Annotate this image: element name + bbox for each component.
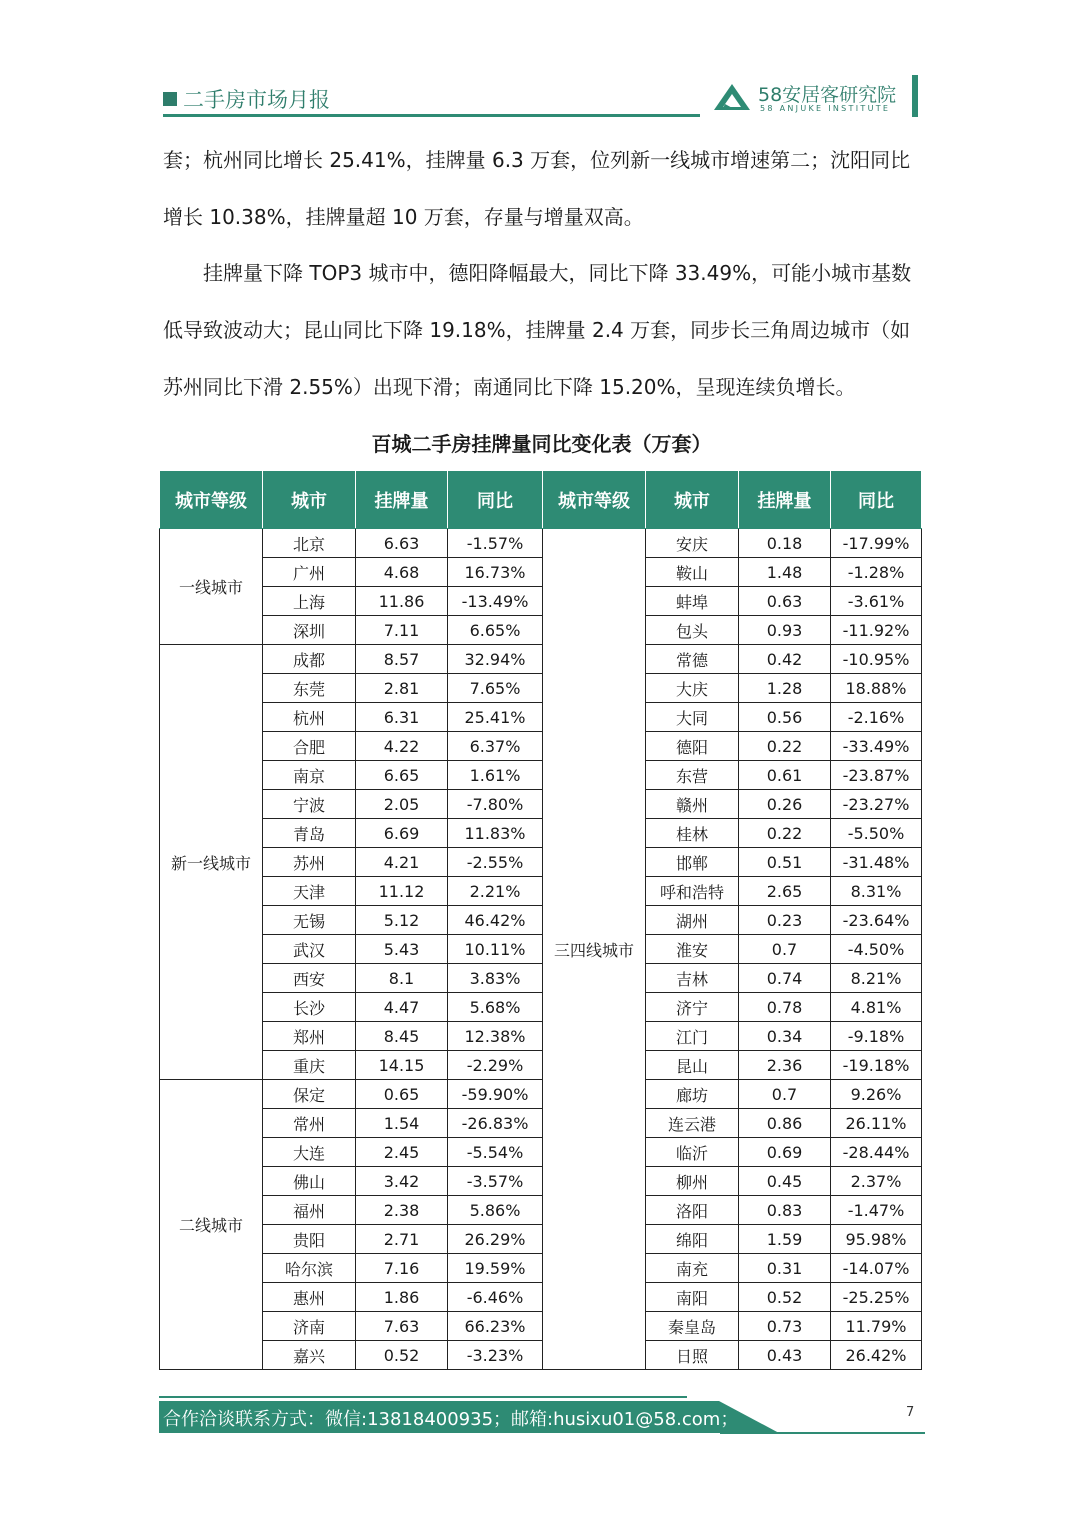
brand-name-en: 58 ANJUKE INSTITUTE bbox=[760, 104, 891, 113]
city-cell: 安庆 bbox=[646, 529, 739, 558]
listing-cell: 8.57 bbox=[356, 645, 448, 674]
table-row bbox=[160, 1167, 922, 1196]
yoy-cell: -28.44% bbox=[831, 1138, 922, 1167]
yoy-cell: -5.50% bbox=[831, 819, 922, 848]
listing-cell: 4.68 bbox=[356, 558, 448, 587]
footer-contact: 合作洽谈联系方式：微信:13818400935；邮箱:husixu01@58.com； bbox=[163, 1409, 739, 1430]
yoy-cell: -6.46% bbox=[448, 1283, 543, 1312]
yoy-cell: -9.18% bbox=[831, 1022, 922, 1051]
city-cell: 广州 bbox=[263, 558, 356, 587]
city-cell: 济南 bbox=[263, 1312, 356, 1341]
city-cell: 东莞 bbox=[263, 674, 356, 703]
yoy-cell: 9.26% bbox=[831, 1080, 922, 1109]
col-header: 挂牌量 bbox=[739, 471, 831, 529]
report-title-text: 二手房市场月报 bbox=[183, 88, 330, 112]
yoy-cell: -3.61% bbox=[831, 587, 922, 616]
city-cell: 大庆 bbox=[646, 674, 739, 703]
listing-cell: 7.11 bbox=[356, 616, 448, 645]
city-cell: 青岛 bbox=[263, 819, 356, 848]
table-row bbox=[160, 703, 922, 732]
col-header: 挂牌量 bbox=[356, 471, 448, 529]
brand-name: 58安居客研究院 bbox=[758, 84, 897, 106]
listing-table bbox=[159, 470, 922, 1370]
listing-cell: 7.63 bbox=[356, 1312, 448, 1341]
listing-cell: 0.52 bbox=[356, 1341, 448, 1370]
listing-cell: 14.15 bbox=[356, 1051, 448, 1080]
table-row bbox=[160, 1312, 922, 1341]
table-row bbox=[160, 848, 922, 877]
city-cell: 郑州 bbox=[263, 1022, 356, 1051]
city-cell: 合肥 bbox=[263, 732, 356, 761]
listing-cell: 0.61 bbox=[739, 761, 831, 790]
city-cell: 成都 bbox=[263, 645, 356, 674]
listing-cell: 6.65 bbox=[356, 761, 448, 790]
page-number: 7 bbox=[906, 1405, 915, 1420]
yoy-cell: 95.98% bbox=[831, 1225, 922, 1254]
yoy-cell: -3.23% bbox=[448, 1341, 543, 1370]
listing-cell: 0.83 bbox=[739, 1196, 831, 1225]
yoy-cell: -3.57% bbox=[448, 1167, 543, 1196]
listing-cell: 0.34 bbox=[739, 1022, 831, 1051]
yoy-cell: 6.65% bbox=[448, 616, 543, 645]
table-row bbox=[160, 645, 922, 674]
yoy-cell: -10.95% bbox=[831, 645, 922, 674]
yoy-cell: 11.83% bbox=[448, 819, 543, 848]
listing-cell: 4.22 bbox=[356, 732, 448, 761]
yoy-cell: -1.47% bbox=[831, 1196, 922, 1225]
yoy-cell: -2.55% bbox=[448, 848, 543, 877]
yoy-cell: 46.42% bbox=[448, 906, 543, 935]
listing-cell: 11.12 bbox=[356, 877, 448, 906]
city-cell: 无锡 bbox=[263, 906, 356, 935]
paragraph-1: 套；杭州同比增长 25.41%，挂牌量 6.3 万套，位列新一线城市增速第二；沈阳同比增长 10.38%，挂牌量超 10 万套，存量与增量双高。 bbox=[163, 148, 911, 229]
table-row bbox=[160, 935, 922, 964]
yoy-cell: 66.23% bbox=[448, 1312, 543, 1341]
yoy-cell: -2.16% bbox=[831, 703, 922, 732]
listing-cell: 2.05 bbox=[356, 790, 448, 819]
listing-cell: 0.42 bbox=[739, 645, 831, 674]
table-row bbox=[160, 761, 922, 790]
listing-cell: 0.45 bbox=[739, 1167, 831, 1196]
yoy-cell: 2.37% bbox=[831, 1167, 922, 1196]
yoy-cell: -1.57% bbox=[448, 529, 543, 558]
city-cell: 吉林 bbox=[646, 964, 739, 993]
yoy-cell: 26.42% bbox=[831, 1341, 922, 1370]
listing-cell: 1.28 bbox=[739, 674, 831, 703]
table-row bbox=[160, 993, 922, 1022]
listing-cell: 8.1 bbox=[356, 964, 448, 993]
city-cell: 淮安 bbox=[646, 935, 739, 964]
tier-cell: 二线城市 bbox=[160, 1080, 263, 1370]
listing-cell: 0.31 bbox=[739, 1254, 831, 1283]
listing-cell: 6.63 bbox=[356, 529, 448, 558]
footer-rule bbox=[159, 1396, 687, 1398]
header-rule bbox=[163, 114, 700, 117]
listing-cell: 0.26 bbox=[739, 790, 831, 819]
table-row bbox=[160, 616, 922, 645]
yoy-cell: 4.81% bbox=[831, 993, 922, 1022]
city-cell: 临沂 bbox=[646, 1138, 739, 1167]
table-row bbox=[160, 1138, 922, 1167]
listing-cell: 0.73 bbox=[739, 1312, 831, 1341]
city-cell: 大连 bbox=[263, 1138, 356, 1167]
yoy-cell: 32.94% bbox=[448, 645, 543, 674]
listing-cell: 1.54 bbox=[356, 1109, 448, 1138]
yoy-cell: 8.31% bbox=[831, 877, 922, 906]
yoy-cell: -2.29% bbox=[448, 1051, 543, 1080]
listing-cell: 0.65 bbox=[356, 1080, 448, 1109]
yoy-cell: 2.21% bbox=[448, 877, 543, 906]
listing-cell: 3.42 bbox=[356, 1167, 448, 1196]
city-cell: 德阳 bbox=[646, 732, 739, 761]
city-cell: 秦皇岛 bbox=[646, 1312, 739, 1341]
city-cell: 柳州 bbox=[646, 1167, 739, 1196]
table-row bbox=[160, 1283, 922, 1312]
listing-cell: 2.45 bbox=[356, 1138, 448, 1167]
city-cell: 惠州 bbox=[263, 1283, 356, 1312]
city-cell: 福州 bbox=[263, 1196, 356, 1225]
listing-cell: 1.86 bbox=[356, 1283, 448, 1312]
table-row bbox=[160, 1109, 922, 1138]
yoy-cell: 16.73% bbox=[448, 558, 543, 587]
listing-cell: 6.31 bbox=[356, 703, 448, 732]
city-cell: 济宁 bbox=[646, 993, 739, 1022]
table-body bbox=[160, 529, 922, 1370]
city-cell: 包头 bbox=[646, 616, 739, 645]
tier-cell: 一线城市 bbox=[160, 529, 263, 645]
city-cell: 昆山 bbox=[646, 1051, 739, 1080]
yoy-cell: 10.11% bbox=[448, 935, 543, 964]
listing-cell: 0.63 bbox=[739, 587, 831, 616]
col-header: 同比 bbox=[448, 471, 543, 529]
yoy-cell: -59.90% bbox=[448, 1080, 543, 1109]
city-cell: 蚌埠 bbox=[646, 587, 739, 616]
city-cell: 上海 bbox=[263, 587, 356, 616]
listing-cell: 0.22 bbox=[739, 819, 831, 848]
listing-cell: 7.16 bbox=[356, 1254, 448, 1283]
yoy-cell: -23.64% bbox=[831, 906, 922, 935]
listing-cell: 2.38 bbox=[356, 1196, 448, 1225]
listing-cell: 0.7 bbox=[739, 1080, 831, 1109]
col-header: 城市 bbox=[263, 471, 356, 529]
tier-cell: 新一线城市 bbox=[160, 645, 263, 1080]
yoy-cell: -26.83% bbox=[448, 1109, 543, 1138]
yoy-cell: 1.61% bbox=[448, 761, 543, 790]
listing-cell: 0.7 bbox=[739, 935, 831, 964]
listing-cell: 0.93 bbox=[739, 616, 831, 645]
footer-thin-rule bbox=[720, 1432, 925, 1434]
yoy-cell: -19.18% bbox=[831, 1051, 922, 1080]
city-cell: 常德 bbox=[646, 645, 739, 674]
city-cell: 苏州 bbox=[263, 848, 356, 877]
city-cell: 深圳 bbox=[263, 616, 356, 645]
yoy-cell: -33.49% bbox=[831, 732, 922, 761]
table-title: 百城二手房挂牌量同比变化表（万套） bbox=[371, 432, 712, 456]
listing-cell: 5.12 bbox=[356, 906, 448, 935]
yoy-cell: -11.92% bbox=[831, 616, 922, 645]
city-cell: 江门 bbox=[646, 1022, 739, 1051]
table-row bbox=[160, 558, 922, 587]
yoy-cell: 26.11% bbox=[831, 1109, 922, 1138]
table-row bbox=[160, 529, 922, 558]
city-cell: 绵阳 bbox=[646, 1225, 739, 1254]
yoy-cell: -1.28% bbox=[831, 558, 922, 587]
city-cell: 南充 bbox=[646, 1254, 739, 1283]
listing-cell: 1.59 bbox=[739, 1225, 831, 1254]
yoy-cell: 25.41% bbox=[448, 703, 543, 732]
city-cell: 洛阳 bbox=[646, 1196, 739, 1225]
city-cell: 武汉 bbox=[263, 935, 356, 964]
yoy-cell: 8.21% bbox=[831, 964, 922, 993]
col-header: 城市 bbox=[646, 471, 739, 529]
table-row bbox=[160, 1196, 922, 1225]
city-cell: 东营 bbox=[646, 761, 739, 790]
listing-cell: 4.21 bbox=[356, 848, 448, 877]
city-cell: 重庆 bbox=[263, 1051, 356, 1080]
yoy-cell: -7.80% bbox=[448, 790, 543, 819]
table-row bbox=[160, 1225, 922, 1254]
city-cell: 西安 bbox=[263, 964, 356, 993]
brand-logo bbox=[712, 78, 912, 118]
listing-cell: 0.74 bbox=[739, 964, 831, 993]
table-row bbox=[160, 1022, 922, 1051]
listing-cell: 2.71 bbox=[356, 1225, 448, 1254]
city-cell: 桂林 bbox=[646, 819, 739, 848]
city-cell: 佛山 bbox=[263, 1167, 356, 1196]
city-cell: 长沙 bbox=[263, 993, 356, 1022]
yoy-cell: 12.38% bbox=[448, 1022, 543, 1051]
brand-bar bbox=[912, 75, 918, 117]
listing-cell: 0.51 bbox=[739, 848, 831, 877]
city-cell: 北京 bbox=[263, 529, 356, 558]
col-header: 城市等级 bbox=[160, 471, 263, 529]
yoy-cell: 7.65% bbox=[448, 674, 543, 703]
listing-cell: 0.23 bbox=[739, 906, 831, 935]
city-cell: 日照 bbox=[646, 1341, 739, 1370]
listing-cell: 2.81 bbox=[356, 674, 448, 703]
city-cell: 南阳 bbox=[646, 1283, 739, 1312]
col-header: 城市等级 bbox=[543, 471, 646, 529]
title-square-icon bbox=[163, 92, 177, 106]
yoy-cell: 6.37% bbox=[448, 732, 543, 761]
listing-cell: 0.52 bbox=[739, 1283, 831, 1312]
city-cell: 保定 bbox=[263, 1080, 356, 1109]
city-cell: 大同 bbox=[646, 703, 739, 732]
yoy-cell: 5.68% bbox=[448, 993, 543, 1022]
city-cell: 湖州 bbox=[646, 906, 739, 935]
paragraph-2: 挂牌量下降 TOP3 城市中，德阳降幅最大，同比下降 33.49%，可能小城市基数低导致波动大；昆山同比下降 19.18%，挂牌量 2.4 万套，同步长三角周边城市（如苏州同比下滑 2.55%）出现下滑；南通同比下降 15.20%，呈现连续负增长。 bbox=[163, 261, 912, 399]
table-row bbox=[160, 1341, 922, 1370]
table-row bbox=[160, 964, 922, 993]
listing-cell: 2.65 bbox=[739, 877, 831, 906]
city-cell: 哈尔滨 bbox=[263, 1254, 356, 1283]
city-cell: 邯郸 bbox=[646, 848, 739, 877]
listing-cell: 5.43 bbox=[356, 935, 448, 964]
tier-cell: 三四线城市 bbox=[543, 529, 646, 1370]
yoy-cell: 18.88% bbox=[831, 674, 922, 703]
city-cell: 鞍山 bbox=[646, 558, 739, 587]
city-cell: 宁波 bbox=[263, 790, 356, 819]
col-header: 同比 bbox=[831, 471, 922, 529]
yoy-cell: -23.87% bbox=[831, 761, 922, 790]
city-cell: 贵阳 bbox=[263, 1225, 356, 1254]
listing-cell: 2.36 bbox=[739, 1051, 831, 1080]
listing-cell: 0.69 bbox=[739, 1138, 831, 1167]
yoy-cell: -17.99% bbox=[831, 529, 922, 558]
city-cell: 杭州 bbox=[263, 703, 356, 732]
report-title bbox=[163, 84, 330, 114]
table-row bbox=[160, 732, 922, 761]
table-row bbox=[160, 790, 922, 819]
table-row bbox=[160, 674, 922, 703]
city-cell: 嘉兴 bbox=[263, 1341, 356, 1370]
listing-cell: 0.78 bbox=[739, 993, 831, 1022]
yoy-cell: -4.50% bbox=[831, 935, 922, 964]
table-row bbox=[160, 1051, 922, 1080]
table-row bbox=[160, 1254, 922, 1283]
city-cell: 赣州 bbox=[646, 790, 739, 819]
yoy-cell: 19.59% bbox=[448, 1254, 543, 1283]
city-cell: 常州 bbox=[263, 1109, 356, 1138]
yoy-cell: -23.27% bbox=[831, 790, 922, 819]
yoy-cell: 5.86% bbox=[448, 1196, 543, 1225]
table-row bbox=[160, 819, 922, 848]
city-cell: 天津 bbox=[263, 877, 356, 906]
yoy-cell: -31.48% bbox=[831, 848, 922, 877]
yoy-cell: 11.79% bbox=[831, 1312, 922, 1341]
yoy-cell: 26.29% bbox=[448, 1225, 543, 1254]
table-row bbox=[160, 877, 922, 906]
table-row bbox=[160, 906, 922, 935]
listing-cell: 1.48 bbox=[739, 558, 831, 587]
table-row bbox=[160, 1080, 922, 1109]
listing-cell: 8.45 bbox=[356, 1022, 448, 1051]
listing-cell: 4.47 bbox=[356, 993, 448, 1022]
table-header-row bbox=[160, 471, 922, 529]
listing-cell: 6.69 bbox=[356, 819, 448, 848]
yoy-cell: -5.54% bbox=[448, 1138, 543, 1167]
yoy-cell: -25.25% bbox=[831, 1283, 922, 1312]
city-cell: 廊坊 bbox=[646, 1080, 739, 1109]
listing-cell: 0.22 bbox=[739, 732, 831, 761]
listing-cell: 0.43 bbox=[739, 1341, 831, 1370]
city-cell: 呼和浩特 bbox=[646, 877, 739, 906]
yoy-cell: -14.07% bbox=[831, 1254, 922, 1283]
listing-cell: 0.18 bbox=[739, 529, 831, 558]
table-row bbox=[160, 587, 922, 616]
yoy-cell: 3.83% bbox=[448, 964, 543, 993]
listing-cell: 11.86 bbox=[356, 587, 448, 616]
listing-cell: 0.56 bbox=[739, 703, 831, 732]
yoy-cell: -13.49% bbox=[448, 587, 543, 616]
anjuke-logo-icon bbox=[712, 82, 752, 112]
city-cell: 南京 bbox=[263, 761, 356, 790]
city-cell: 连云港 bbox=[646, 1109, 739, 1138]
listing-cell: 0.86 bbox=[739, 1109, 831, 1138]
